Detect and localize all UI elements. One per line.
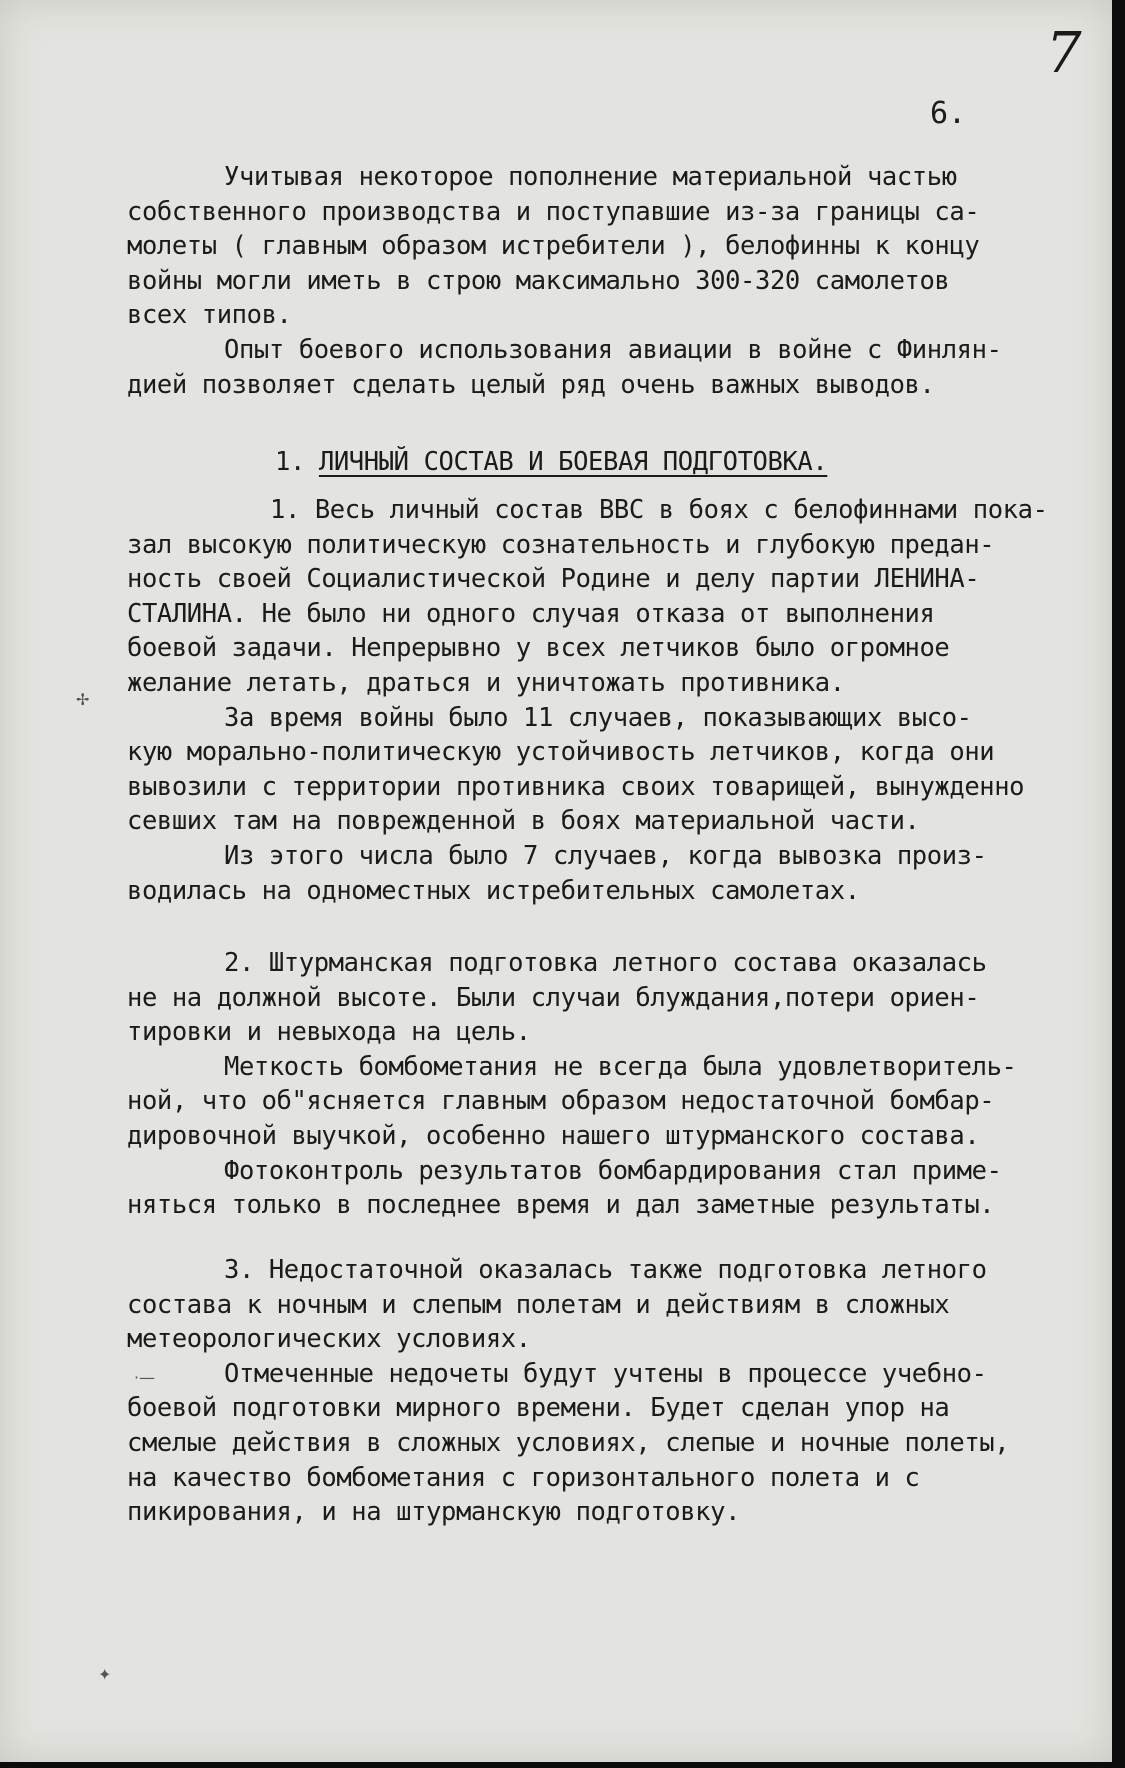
text-line: Из этого числа было 7 случаев, когда вывозка произ- xyxy=(224,840,987,871)
margin-dash-icon: ·— xyxy=(134,1368,156,1387)
paragraph-block-3 xyxy=(127,1253,1087,1530)
intro-paragraphs xyxy=(127,160,1087,402)
page-number: 6. xyxy=(930,96,967,131)
text-line: ность своей Социалистической Родине и делу партии ЛЕНИНА- xyxy=(127,564,980,595)
text-line: вывозили с территории противника своих товарищей, вынужденно xyxy=(127,771,1025,802)
text-line: боевой задачи. Непрерывно у всех летчиков было огромное xyxy=(127,633,950,664)
text-line: боевой подготовки мирного времени. Будет сделан упор на xyxy=(127,1393,950,1424)
text-line: севших там на поврежденной в боях материальной части. xyxy=(127,806,920,837)
text-line: желание летать, драться и уничтожать противника. xyxy=(127,667,845,698)
text-line: Учитывая некоторое пополнение материальной частью xyxy=(224,162,957,192)
text-line: метеорологических условиях. xyxy=(127,1324,531,1355)
text-line: на качество бомбометания с горизонтального полета и с xyxy=(127,1462,920,1493)
paragraph-block-2 xyxy=(127,946,1087,1223)
text-line: зал высокую политическую сознательность и глубокую предан- xyxy=(127,529,995,560)
archive-page-number: 7 xyxy=(1046,21,1082,86)
paragraph-block-1 xyxy=(127,493,1087,908)
text-line: тировки и невыхода на цель. xyxy=(127,1017,531,1048)
text-line: Фотоконтроль результатов бомбардирования стал приме- xyxy=(224,1155,1002,1186)
text-line: пикирования, и на штурманскую подготовку. xyxy=(127,1497,741,1528)
text-line: Меткость бомбометания не всегда была удовлетворитель- xyxy=(224,1051,1017,1082)
section-title: ЛИЧНЫЙ СОСТАВ И БОЕВАЯ ПОДГОТОВКА. xyxy=(318,447,828,477)
section-number: 1. xyxy=(275,447,305,477)
text-line: дией позволяет сделать целый ряд очень важных выводов. xyxy=(127,369,935,400)
section-heading xyxy=(275,447,827,477)
text-line: водилась на одноместных истребительных самолетах. xyxy=(127,875,860,906)
text-line: ной, что об"ясняется главным образом недостаточной бомбар- xyxy=(127,1086,995,1117)
text-line: всех типов. xyxy=(127,300,292,331)
text-line: 2. Штурманская подготовка летного состава оказалась xyxy=(224,948,987,978)
text-line: За время войны было 11 случаев, показывающих высо- xyxy=(224,702,972,733)
text-line: смелые действия в сложных условиях, слепые и ночные полеты, xyxy=(127,1427,1010,1458)
text-line: няться только в последнее время и дал заметные результаты. xyxy=(127,1190,995,1221)
text-line: войны могли иметь в строю максимально 300-320 самолетов xyxy=(127,265,950,296)
margin-speck-icon: ✢ xyxy=(76,690,90,709)
text-line: собственного производства и поступавшие из-за границы са- xyxy=(127,196,980,227)
text-line: Опыт боевого использования авиации в войне с Финлян- xyxy=(224,334,1002,365)
text-line: дировочной выучкой, особенно нашего штурманского состава. xyxy=(127,1120,980,1151)
text-line: кую морально-политическую устойчивость летчиков, когда они xyxy=(127,737,995,768)
text-line: 3. Недостаточной оказалась также подготовка летного xyxy=(224,1255,987,1285)
text-line: 1. Весь личный состав ВВС в боях с белофиннами пока- xyxy=(270,495,1048,525)
text-line: молеты ( главным образом истребители ), белофинны к концу xyxy=(127,231,980,262)
text-line: состава к ночным и слепым полетам и действиям в сложных xyxy=(127,1289,950,1320)
text-line: не на должной высоте. Были случаи блуждания,потери ориен- xyxy=(127,982,980,1013)
text-line: Отмеченные недочеты будут учтены в процессе учебно- xyxy=(224,1358,987,1389)
text-line: СТАЛИНА. Не было ни одного случая отказа от выполнения xyxy=(127,598,935,629)
margin-speck-icon: ✦ xyxy=(98,1665,112,1684)
